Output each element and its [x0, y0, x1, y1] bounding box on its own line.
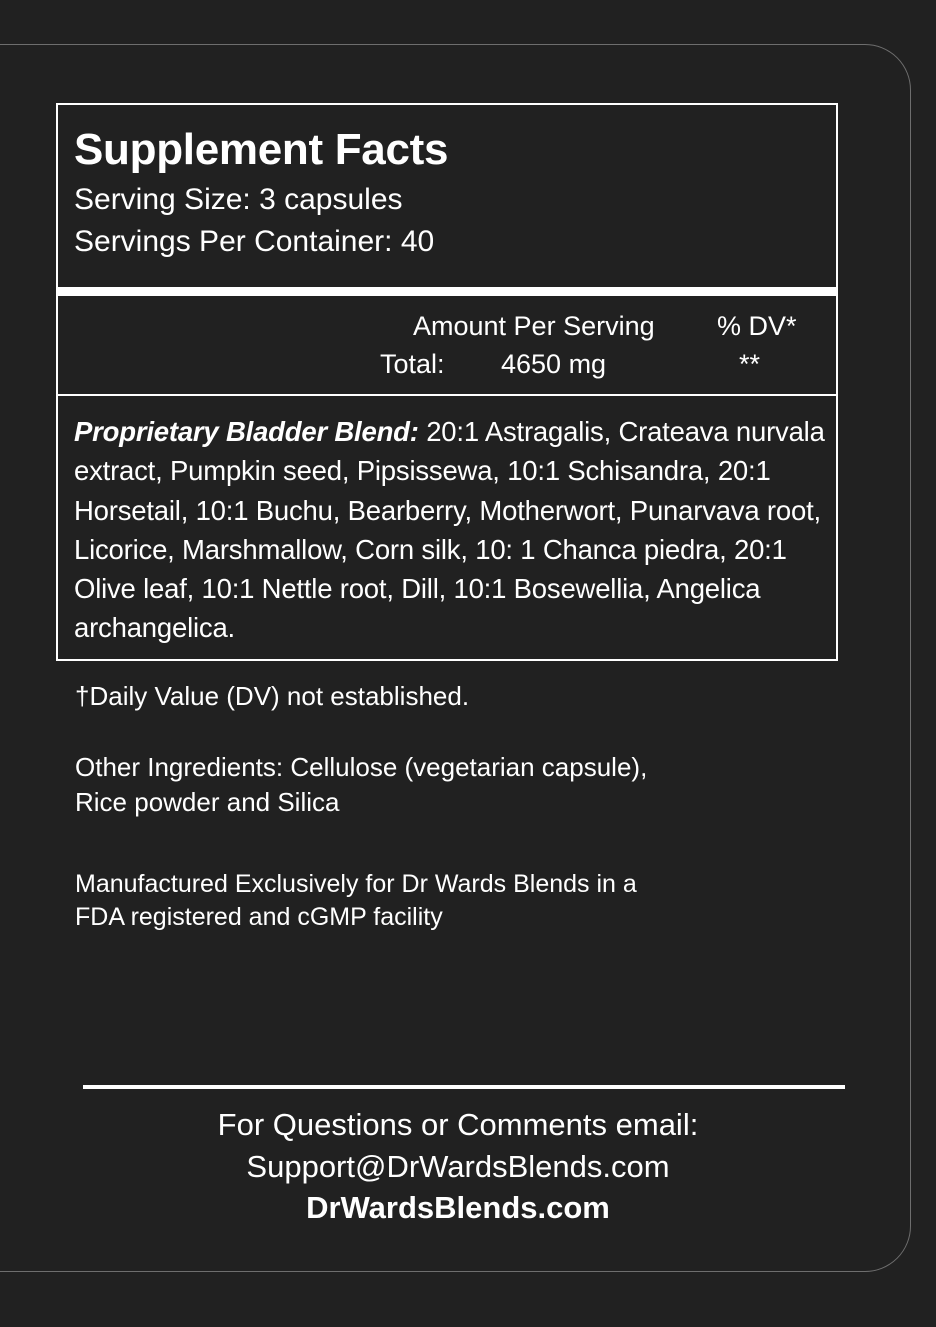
blend-label: Proprietary Bladder Blend: — [74, 416, 419, 447]
serving-size: Serving Size: 3 capsules — [74, 183, 403, 216]
supplement-facts-panel — [56, 103, 838, 661]
amount-per-serving-header: Amount Per Serving — [413, 311, 655, 341]
amount-section — [58, 296, 836, 394]
thin-divider — [58, 394, 836, 396]
dv-header: % DV* — [717, 311, 797, 341]
website-link[interactable]: DrWardsBlends.com — [306, 1190, 610, 1225]
blend-ingredients — [74, 412, 828, 648]
facts-title: Supplement Facts — [74, 125, 449, 174]
questions-text: For Questions or Comments email: — [217, 1107, 699, 1142]
footer-divider — [83, 1085, 845, 1089]
daily-value-note: †Daily Value (DV) not established. — [75, 681, 470, 711]
total-value: 4650 mg — [501, 349, 607, 379]
other-ingredients-line-2: Rice powder and Silica — [75, 787, 340, 817]
blend-ingredients-list: 20:1 Astragalis, Crateava nurvala extract, Pumpkin seed, Pipsissewa, 10:1 Schisandra, 20:1 Horsetail, 10:1 Buchu, Bearberry, Motherwort, Punarvava root, Licorice, Marshmallow, Corn silk, 10: 1 Chanca piedra, 20:1 Olive leaf, 10:1 Nettle root, Dill, 10:1 Bosewellia, Angelica archangelica. — [74, 416, 825, 644]
total-label: Total: — [380, 349, 445, 379]
other-ingredients-line-1: Other Ingredients: Cellulose (vegetarian capsule), — [75, 752, 648, 782]
facts-header — [58, 105, 836, 288]
servings-per-container: Servings Per Container: 40 — [74, 225, 435, 258]
support-email[interactable]: Support@DrWardsBlends.com — [246, 1149, 670, 1184]
thick-divider — [58, 287, 836, 296]
total-dv: ** — [739, 349, 761, 379]
manufactured-line-2: FDA registered and cGMP facility — [75, 903, 443, 931]
manufactured-line-1: Manufactured Exclusively for Dr Wards Blends in a — [75, 870, 637, 898]
